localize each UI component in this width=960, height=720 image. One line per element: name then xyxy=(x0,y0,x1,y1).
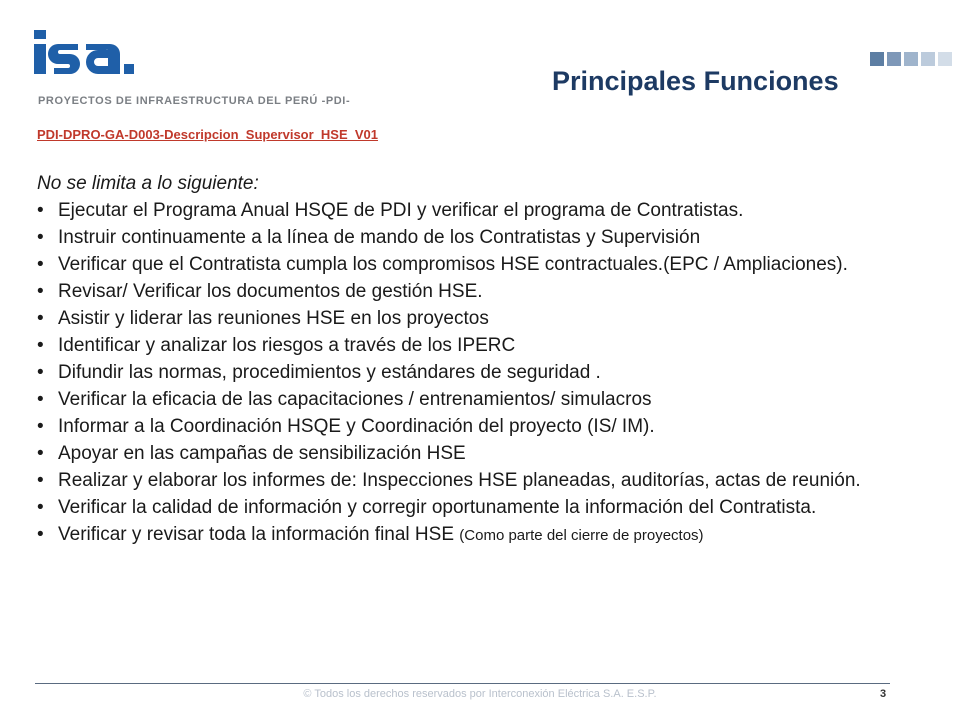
footer-divider xyxy=(35,683,890,684)
list-item xyxy=(37,280,937,304)
square-5 xyxy=(938,52,952,66)
list-item-text: Revisar/ Verificar los documentos de gestión HSE. xyxy=(58,281,483,302)
list-item-text: Difundir las normas, procedimientos y estándares de seguridad . xyxy=(58,362,601,383)
list-item xyxy=(37,415,937,439)
page-title: Principales Funciones xyxy=(552,66,839,96)
list-item-text: Apoyar en las campañas de sensibilización HSE xyxy=(58,443,466,464)
list-item-text: Ejecutar el Programa Anual HSQE de PDI y verificar el programa de Contratistas. xyxy=(58,200,744,221)
list-item-note: (Como parte del cierre de proyectos) xyxy=(459,527,704,544)
list-item xyxy=(37,199,937,223)
list-item-text: Informar a la Coordinación HSQE y Coordinación del proyecto (IS/ IM). xyxy=(58,416,655,437)
list-item-text: Realizar y elaborar los informes de: Inspecciones HSE planeadas, auditorías, actas de reunión. xyxy=(58,470,861,491)
list-item xyxy=(37,469,937,493)
list-item xyxy=(37,496,937,520)
square-2 xyxy=(887,52,901,66)
isa-logo-mark xyxy=(30,26,160,88)
list-item xyxy=(37,523,937,548)
list-item xyxy=(37,307,937,331)
list-item-text: Verificar la calidad de información y corregir oportunamente la información del Contratista. xyxy=(58,497,817,518)
copyright-text: © Todos los derechos reservados por Interconexión Eléctrica S.A. E.S.P. xyxy=(303,688,657,700)
intro-text: No se limita a lo siguiente: xyxy=(37,173,259,194)
list-item-text: Instruir continuamente a la línea de mando de los Contratistas y Supervisión xyxy=(58,227,701,248)
list-item xyxy=(37,361,937,385)
square-3 xyxy=(904,52,918,66)
list-item xyxy=(37,334,937,358)
list-item xyxy=(37,442,937,466)
list-item xyxy=(37,388,937,412)
list-item xyxy=(37,226,937,250)
list-item-text: Verificar y revisar toda la información final HSE xyxy=(58,524,454,545)
document-reference-link[interactable]: PDI-DPRO-GA-D003-Descripcion_Supervisor_HSE_V01 xyxy=(37,127,379,142)
logo-subtitle: PROYECTOS DE INFRAESTRUCTURA DEL PERÚ -PDI- xyxy=(38,95,351,107)
square-1 xyxy=(870,52,884,66)
list-item-text: Verificar que el Contratista cumpla los compromisos HSE contractuales.(EPC / Ampliaciones). xyxy=(58,254,848,275)
list-item-text: Asistir y liderar las reuniones HSE en los proyectos xyxy=(58,308,489,329)
isa-logo xyxy=(30,26,351,116)
list-item-text: Verificar la eficacia de las capacitaciones / entrenamientos/ simulacros xyxy=(58,389,652,410)
list-item xyxy=(37,253,937,277)
list-item-text: Identificar y analizar los riesgos a través de los IPERC xyxy=(58,335,516,356)
square-4 xyxy=(921,52,935,66)
page-number: 3 xyxy=(880,688,887,700)
functions-list xyxy=(37,199,937,551)
